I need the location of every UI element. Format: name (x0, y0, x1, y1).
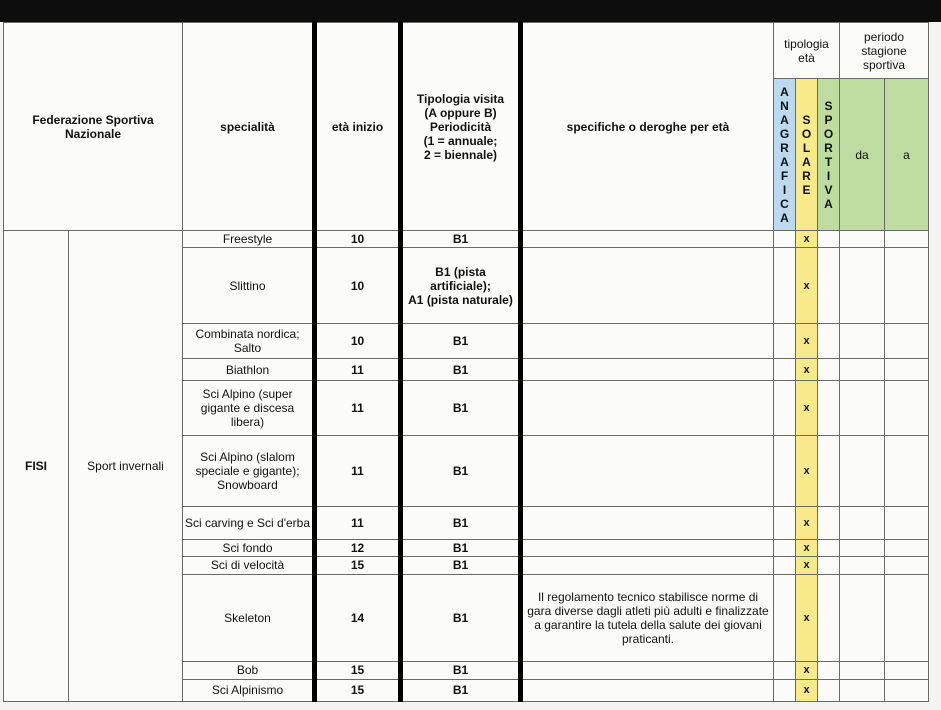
specialita-cell: Slittino (183, 248, 315, 323)
eta-cell: 11 (315, 359, 401, 380)
a-cell (885, 380, 929, 435)
specialita-cell: Skeleton (183, 574, 315, 662)
specifiche-cell (521, 507, 774, 540)
a-cell (885, 574, 929, 662)
header-tipologia-eta: tipologia età (774, 23, 840, 79)
a-cell (885, 507, 929, 540)
specifiche-cell (521, 323, 774, 359)
specifiche-cell (521, 539, 774, 556)
tipologia-cell: B1 (401, 231, 521, 248)
da-cell (840, 507, 885, 540)
solare-cell: x (796, 248, 818, 323)
sportiva-cell (818, 359, 840, 380)
da-cell (840, 435, 885, 506)
anagrafica-cell (774, 248, 796, 323)
sportiva-cell (818, 507, 840, 540)
anagrafica-cell (774, 539, 796, 556)
specialita-cell: Sci carving e Sci d'erba (183, 507, 315, 540)
top-bar (0, 0, 941, 22)
solare-cell: x (796, 380, 818, 435)
specifiche-cell: Il regolamento tecnico stabilisce norme di gara diverse dagli atleti più adulti e finalizzate a garantire la tutela della salute dei giovani praticanti. (521, 574, 774, 662)
da-cell (840, 574, 885, 662)
da-cell (840, 662, 885, 679)
specifiche-cell (521, 359, 774, 380)
table-body (4, 231, 929, 702)
anagrafica-cell (774, 435, 796, 506)
federazione-cell: FISI (4, 231, 69, 702)
specialita-cell: Sci Alpinismo (183, 679, 315, 701)
specialita-cell: Bob (183, 662, 315, 679)
a-cell (885, 679, 929, 701)
solare-cell: x (796, 359, 818, 380)
da-cell (840, 248, 885, 323)
anagrafica-cell (774, 323, 796, 359)
anagrafica-cell (774, 574, 796, 662)
solare-cell: x (796, 539, 818, 556)
anagrafica-cell (774, 557, 796, 574)
specialita-cell: Combinata nordica; Salto (183, 323, 315, 359)
anagrafica-cell (774, 679, 796, 701)
header-sportiva: S P O R T I V A (818, 79, 840, 231)
header-federazione: Federazione Sportiva Nazionale (4, 23, 183, 231)
specialita-cell: Sci di velocità (183, 557, 315, 574)
specifiche-cell (521, 435, 774, 506)
sportiva-cell (818, 557, 840, 574)
a-cell (885, 435, 929, 506)
solare-cell: x (796, 662, 818, 679)
solare-cell: x (796, 507, 818, 540)
header-a: a (885, 79, 929, 231)
a-cell (885, 359, 929, 380)
sportiva-cell (818, 323, 840, 359)
sportiva-cell (818, 539, 840, 556)
anagrafica-cell (774, 662, 796, 679)
eta-cell: 10 (315, 248, 401, 323)
solare-cell: x (796, 574, 818, 662)
specialita-cell: Freestyle (183, 231, 315, 248)
anagrafica-cell (774, 231, 796, 248)
da-cell (840, 679, 885, 701)
a-cell (885, 539, 929, 556)
anagrafica-cell (774, 359, 796, 380)
a-cell (885, 323, 929, 359)
tipologia-cell: B1 (401, 507, 521, 540)
header-tipologia-visita: Tipologia visita (A oppure B) Periodicità (1 = annuale; 2 = biennale) (401, 23, 521, 231)
header-da: da (840, 79, 885, 231)
eta-cell: 14 (315, 574, 401, 662)
tipologia-cell: B1 (401, 557, 521, 574)
sportiva-cell (818, 662, 840, 679)
tipologia-cell: B1 (401, 662, 521, 679)
da-cell (840, 380, 885, 435)
specialita-cell: Sci Alpino (super gigante e discesa libera) (183, 380, 315, 435)
tipologia-cell: B1 (401, 380, 521, 435)
specifiche-cell (521, 679, 774, 701)
sportiva-cell (818, 248, 840, 323)
eta-cell: 11 (315, 435, 401, 506)
header-specialita: specialità (183, 23, 315, 231)
eta-cell: 15 (315, 557, 401, 574)
da-cell (840, 539, 885, 556)
tipologia-cell: B1 (401, 574, 521, 662)
eta-cell: 11 (315, 380, 401, 435)
a-cell (885, 231, 929, 248)
anagrafica-cell (774, 507, 796, 540)
eta-cell: 15 (315, 679, 401, 701)
solare-cell: x (796, 679, 818, 701)
tipologia-cell: B1 (401, 435, 521, 506)
a-cell (885, 248, 929, 323)
eta-cell: 10 (315, 323, 401, 359)
specifiche-cell (521, 662, 774, 679)
header-anagrafica: A N A G R A F I C A (774, 79, 796, 231)
eligibility-table (3, 22, 929, 702)
header-periodo: periodo stagione sportiva (840, 23, 929, 79)
tipologia-cell: B1 (401, 679, 521, 701)
table-row (4, 231, 929, 248)
tipologia-cell: B1 (401, 539, 521, 556)
tipologia-cell: B1 (401, 359, 521, 380)
eta-cell: 15 (315, 662, 401, 679)
da-cell (840, 231, 885, 248)
header-solare: S O L A R E (796, 79, 818, 231)
eta-cell: 11 (315, 507, 401, 540)
specialita-cell: Sci fondo (183, 539, 315, 556)
tipologia-cell: B1 (pista artificiale); A1 (pista naturale) (401, 248, 521, 323)
da-cell (840, 557, 885, 574)
eta-cell: 10 (315, 231, 401, 248)
specifiche-cell (521, 231, 774, 248)
sportiva-cell (818, 380, 840, 435)
da-cell (840, 323, 885, 359)
sportiva-cell (818, 574, 840, 662)
solare-cell: x (796, 323, 818, 359)
specialita-cell: Biathlon (183, 359, 315, 380)
solare-cell: x (796, 557, 818, 574)
specialita-cell: Sci Alpino (slalom speciale e gigante); Snowboard (183, 435, 315, 506)
a-cell (885, 557, 929, 574)
header-specifiche: specifiche o deroghe per età (521, 23, 774, 231)
da-cell (840, 359, 885, 380)
sportiva-cell (818, 231, 840, 248)
solare-cell: x (796, 231, 818, 248)
tipologia-cell: B1 (401, 323, 521, 359)
header-eta-inizio: età inizio (315, 23, 401, 231)
sportiva-cell (818, 679, 840, 701)
specifiche-cell (521, 557, 774, 574)
specifiche-cell (521, 248, 774, 323)
eta-cell: 12 (315, 539, 401, 556)
anagrafica-cell (774, 380, 796, 435)
gruppo-cell: Sport invernali (69, 231, 183, 702)
solare-cell: x (796, 435, 818, 506)
a-cell (885, 662, 929, 679)
sportiva-cell (818, 435, 840, 506)
specifiche-cell (521, 380, 774, 435)
